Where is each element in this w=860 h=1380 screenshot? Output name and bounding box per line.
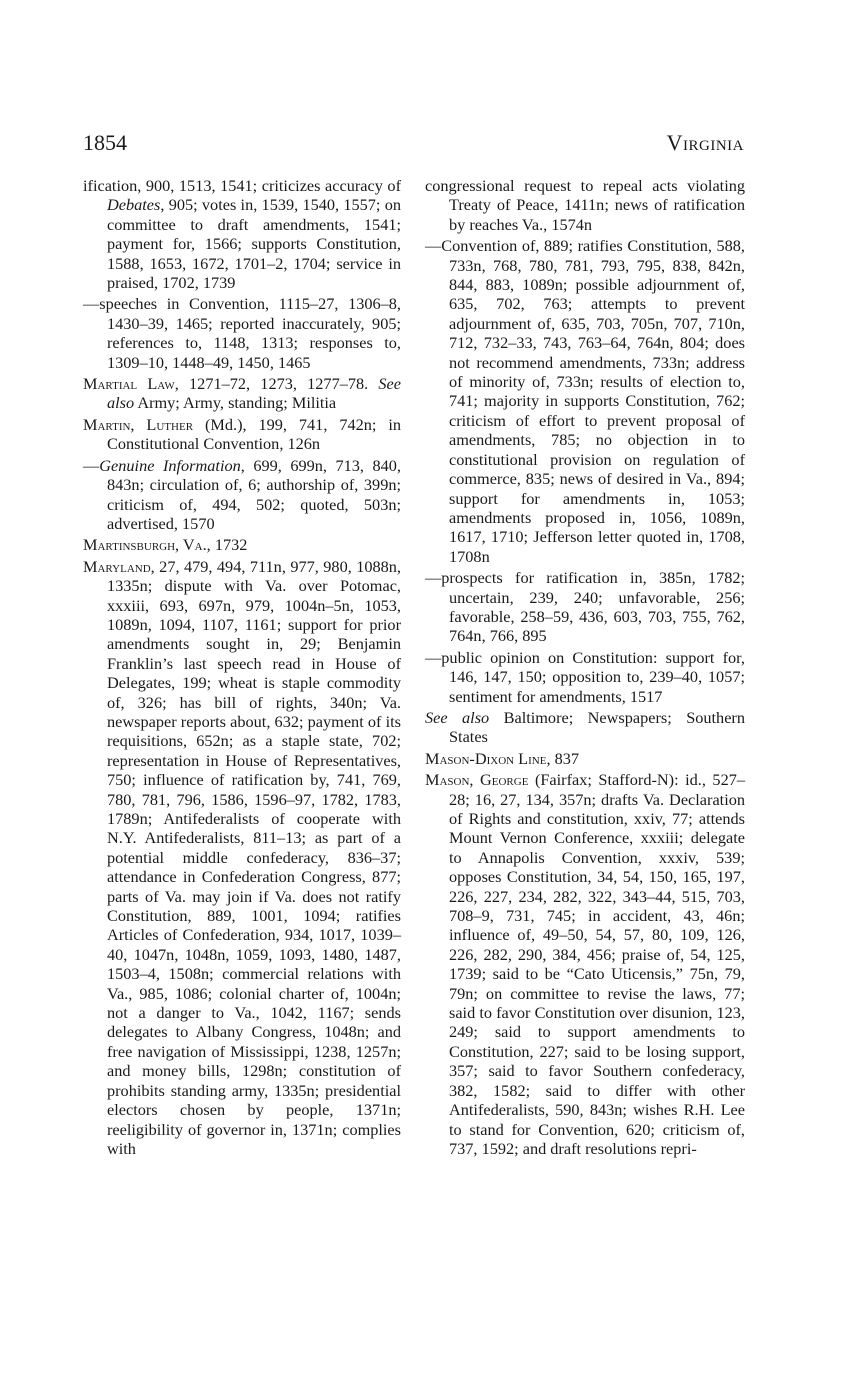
index-entry — [425, 770, 745, 1158]
index-entry-text: , 837 — [546, 748, 580, 768]
index-entry-italic: See also — [425, 707, 490, 727]
index-entry-italic: Genuine Information — [99, 455, 241, 475]
index-entry-lead: Mason, George — [425, 770, 529, 790]
index-entry-lead: — — [425, 647, 442, 667]
index-entry — [83, 535, 401, 554]
index-entry — [425, 568, 745, 646]
index-entry-text: , 27, 479, 494, 711n, 977, 980, 1088n, 1335n; dispute with Va. over Potomac, xxxiii, 693, 697n, 979, 1004n–5n, 1053, 1089n, 1094, 1107, 1161; support for prior amendments sought in, 29; Benjamin Franklin’s last speech read in House of Delegates, 199; wheat is staple commodity of, 326; has bill of rights, 340n; Va. newspaper reports about, 632; payment of its requisitions, 652n; as a staple state, 702; representation in House of Representatives, 750; influence of ratification by, 741, 769, 780, 781, 796, 1586, 1596–97, 1782, 1783, 1789n; Antifederalists of cooperate with N.Y. Antifederalists, 811–13; as part of a potential middle confederacy, 836–37; attendance in Confederation Congress, 877; parts of Va. may join if Va. does not ratify Constitution, 889, 1001, 1094; ratifies Articles of Confederation, 934, 1017, 1039–40, 1047n, 1048n, 1059, 1093, 1480, 1487, 1503–4, 1508n; commercial relations with Va., 985, 1086; colonial charter of, 1004n; not a danger to Va., 1042, 1167; sends delegates to Albany Congress, 1048n; and free navigation of Mississippi, 1238, 1257n; and money bills, 1298n; constitution of prohibits standing army, 1335n; presidential electors chosen by people, 1371n; reeligibility of governor in, 1371n; complies with — [107, 556, 401, 1158]
index-entry-lead: Martin, Luther — [83, 414, 194, 434]
index-entry-lead: — — [425, 236, 442, 256]
index-entry-text: congressional request to repeal acts violating Treaty of Peace, 1411n; news of ratification by reaches Va., 1574n — [425, 176, 745, 234]
index-entry — [83, 176, 401, 292]
index-entry — [425, 749, 745, 768]
index-entry-lead: — — [425, 568, 442, 588]
running-head: Virginia — [666, 130, 744, 155]
index-entry — [425, 708, 745, 747]
index-entry — [83, 456, 401, 534]
index-entry — [83, 557, 401, 1159]
index-entry-text: (Md.), 199, 741, 742n; in Constitutional Convention, 126n — [107, 414, 402, 454]
index-entry-rest: , 905; votes in, 1539, 1540, 1557; on committee to draft amendments, 1541; payment for, 1566; supports Constitution, 1588, 1653, 1672, 1701–2, 1704; service in praised, 1702, 1739 — [107, 195, 401, 293]
index-entry-text: (Fairfax; Stafford-N): id., 527–28; 16, 27, 134, 357n; drafts Va. Declaration of Rights and constitution, xxiv, 77; attends Mount Vernon Conference, xxxiii; delegate to Annapolis Convention, xxxiv, 539; opposes Constitution, 34, 54, 150, 165, 197, 226, 227, 234, 282, 322, 343–44, 515, 703, 708–9, 731, 745; in accident, 43, 46n; influence of, 49–50, 54, 57, 80, 109, 126, 226, 282, 290, 384, 456; praise of, 54, 125, 1739; said to be “Cato Uticensis,” 75n, 79, 79n; on committee to revise the laws, 77; said to favor Constitution over disunion, 123, 249; said to support amendments to Constitution, 227; said to be losing support, 357; said to favor Southern confederacy, 382, 1582; said to differ with other Antifederalists, 590, 843n; wishes R.H. Lee to stand for Convention, 620; criticism of, 737, 1592; and draft resolutions repri- — [449, 770, 745, 1158]
index-entry-italic: Debates — [107, 195, 161, 215]
page-number: 1854 — [83, 130, 127, 155]
index-entry-text: ification, 900, 1513, 1541; criticizes accuracy of — [83, 176, 401, 195]
index-entry-text: , 1271–72, 1273, 1277–78. — [174, 374, 379, 394]
index-entry-text: speeches in Convention, 1115–27, 1306–8, 1430–39, 1465; reported inaccurately, 905; references to, 1148, 1313; responses to, 1309–10, 1448–49, 1450, 1465 — [99, 294, 401, 372]
index-entry-text: public opinion on Constitution: support for, 146, 147, 150; opposition to, 239–40, 1057; sentiment for amendments, 1517 — [441, 647, 745, 706]
index-entry-lead: — — [83, 294, 100, 314]
index-entry-lead: — — [83, 455, 100, 475]
index-entry-rest: , 699, 699n, 713, 840, 843n; circulation of, 6; authorship of, 399n; criticism of, 494, 502; quoted, 503n; advertised, 1570 — [107, 455, 401, 533]
index-entry — [425, 648, 745, 706]
index-entry-italic: See also — [107, 374, 401, 413]
index-entry — [425, 236, 745, 566]
left-column — [83, 176, 401, 1160]
index-entry — [83, 294, 401, 372]
index-entry-rest: Baltimore; Newspapers; Southern States — [449, 707, 745, 747]
index-entry — [83, 374, 401, 413]
index-entry — [425, 176, 745, 234]
index-entry-lead: Mason-Dixon Line — [425, 748, 547, 768]
index-entry-text: prospects for ratification in, 385n, 1782; uncertain, 239, 240; unfavorable, 256; favorable, 258–59, 436, 603, 703, 755, 762, 764n, 766, 895 — [441, 568, 745, 646]
right-column — [425, 176, 745, 1160]
index-entry-text: , 1732 — [206, 535, 248, 555]
index-entry-lead: Maryland — [83, 556, 151, 576]
index-entry-rest: Army; Army, standing; Militia — [134, 393, 337, 413]
index-entry-text: Convention of, 889; ratifies Constitution, 588, 733n, 768, 780, 781, 793, 795, 838, 842n, 844, 883, 1089n; possible adjournment of, 635, 702, 763; attempts to prevent adjournment of, 635, 703, 705n, 707, 710n, 712, 732–33, 743, 763–64, 764n, 804; does not recommend amendments, 733n; address of minority of, 733n; results of election to, 741; majority in supports Constitution, 762; criticism of effort to prevent proposal of amendments, 785; no objection in to constitutional provision on regulation of commerce, 835; news of desired in Va., 894; support for amendments in, 1053; amendments proposed in, 1056, 1089n, 1617, 1710; Jefferson letter quoted in, 1708, 1708n — [441, 236, 745, 566]
index-entry-lead: Martial Law — [83, 374, 175, 394]
index-entry-lead: Martinsburgh, Va. — [83, 535, 207, 555]
index-entry — [83, 415, 401, 454]
